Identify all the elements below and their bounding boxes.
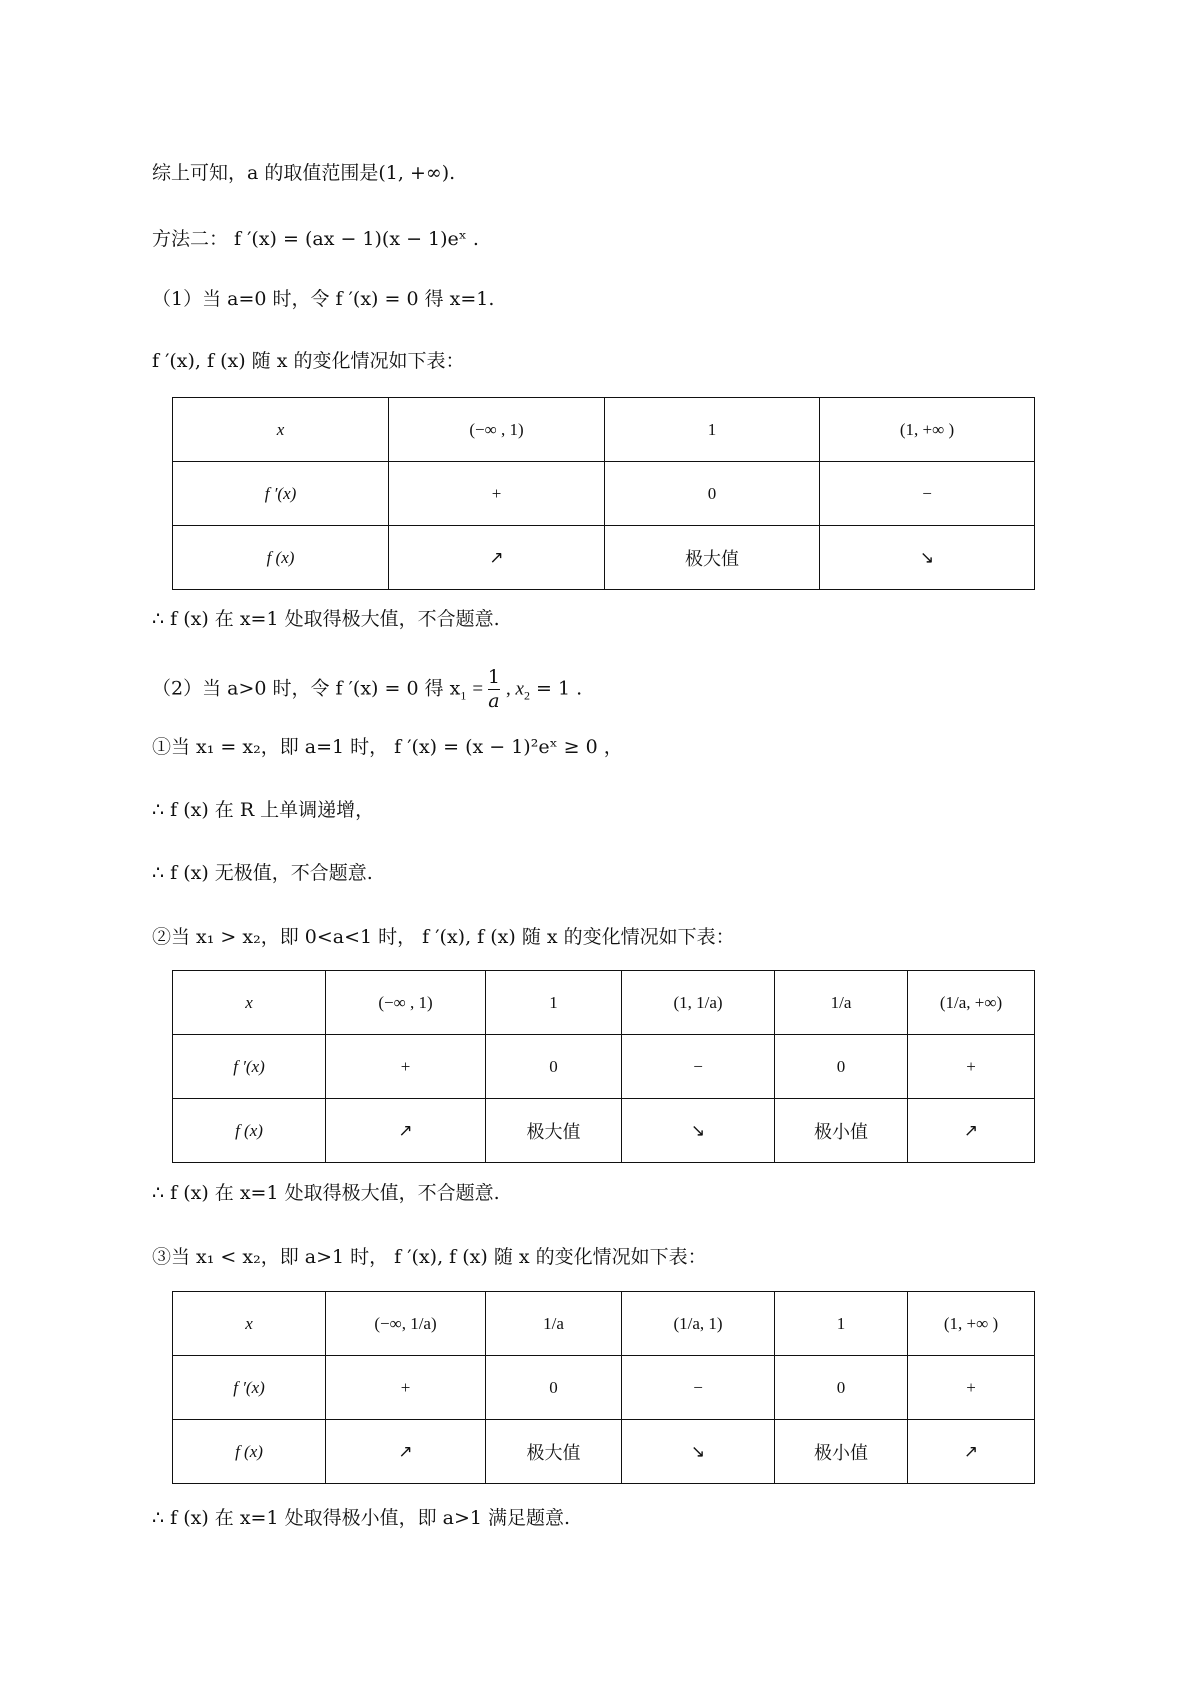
table-cell: 0 (605, 462, 820, 526)
table-cell: 极大值 (605, 526, 820, 590)
table-cell: + (326, 1356, 486, 1420)
table-cell: 1/a (486, 1292, 622, 1356)
table-cell: ↗ (908, 1099, 1035, 1163)
table-row (173, 971, 1035, 1035)
case-1-heading: （1）当 a=0 时，令 f ′(x) = 0 得 x=1. (152, 288, 495, 310)
table-cell: f ′(x) (173, 1035, 326, 1099)
case-2-heading: （2）当 a>0 时，令 f ′(x) = 0 得 $x_1$ = $\frac{1}{a}$ , $x_2 = 1$ . (152, 666, 583, 712)
table-cell: f (x) (173, 1099, 326, 1163)
table-cell: x (173, 1292, 326, 1356)
table-cell: ↘ (820, 526, 1035, 590)
table-cell: 极大值 (486, 1099, 622, 1163)
table-cell: 1 (775, 1292, 908, 1356)
case-2-sub-1: ①当 x₁ = x₂，即 a=1 时， f ′(x) = (x − 1)²eˣ ≥ 0 ， (152, 736, 623, 758)
table-cell: (1/a, 1) (622, 1292, 775, 1356)
table-cell: 0 (775, 1356, 908, 1420)
table-cell: 0 (486, 1035, 622, 1099)
table-cell: 1 (486, 971, 622, 1035)
table-row (173, 398, 1035, 462)
case-2-sub-3-heading: ③当 x₁ < x₂，即 a>1 时， f ′(x), f (x) 随 x 的变化情况如下表： (152, 1246, 707, 1268)
table-cell: − (820, 462, 1035, 526)
table-row (173, 526, 1035, 590)
table-cell: 1 (605, 398, 820, 462)
table-1 (172, 397, 1035, 590)
table-cell: ↗ (908, 1420, 1035, 1484)
table-cell: ↗ (326, 1099, 486, 1163)
table-cell: − (622, 1035, 775, 1099)
table-cell: (1, +∞ ) (908, 1292, 1035, 1356)
table-cell: f (x) (173, 1420, 326, 1484)
table-cell: (−∞, 1/a) (326, 1292, 486, 1356)
table-cell: (−∞ , 1) (389, 398, 605, 462)
case-2-sub-2-conclusion: ∴ f (x) 在 x=1 处取得极大值，不合题意. (152, 1182, 500, 1204)
table-cell: 极大值 (486, 1420, 622, 1484)
table-row (173, 1356, 1035, 1420)
table-cell: 极小值 (775, 1099, 908, 1163)
table-row (173, 1035, 1035, 1099)
table-cell: ↘ (622, 1420, 775, 1484)
table-cell: ↗ (389, 526, 605, 590)
table-cell: + (389, 462, 605, 526)
case-2-sub-3-conclusion: ∴ f (x) 在 x=1 处取得极小值，即 a>1 满足题意. (152, 1507, 571, 1529)
table-cell: f ′(x) (173, 1356, 326, 1420)
table-cell: 极小值 (775, 1420, 908, 1484)
table-cell: − (622, 1356, 775, 1420)
table-row (173, 1420, 1035, 1484)
table-cell: (1/a, +∞) (908, 971, 1035, 1035)
case-1-conclusion: ∴ f (x) 在 x=1 处取得极大值，不合题意. (152, 608, 500, 630)
table-1-caption: f ′(x), f (x) 随 x 的变化情况如下表： (152, 350, 465, 372)
table-cell: + (908, 1356, 1035, 1420)
table-cell: (1, +∞ ) (820, 398, 1035, 462)
table-cell: ↗ (326, 1420, 486, 1484)
case-2-sub-2-heading: ②当 x₁ > x₂，即 0<a<1 时， f ′(x), f (x) 随 x 的变化情况如下表： (152, 926, 735, 948)
table-cell: (−∞ , 1) (326, 971, 486, 1035)
conclusion-range: 综上可知，a 的取值范围是(1, +∞). (152, 162, 456, 184)
table-cell: 1/a (775, 971, 908, 1035)
table-cell: 0 (486, 1356, 622, 1420)
table-cell: x (173, 398, 389, 462)
table-cell: + (326, 1035, 486, 1099)
table-row (173, 462, 1035, 526)
table-2 (172, 970, 1035, 1163)
table-cell: (1, 1/a) (622, 971, 775, 1035)
case-2-sub-1-monotone: ∴ f (x) 在 R 上单调递增， (152, 799, 375, 821)
table-row (173, 1099, 1035, 1163)
table-cell: f ′(x) (173, 462, 389, 526)
case-2-sub-1-conclusion: ∴ f (x) 无极值，不合题意. (152, 862, 373, 884)
table-cell: x (173, 971, 326, 1035)
method-two-derivative: 方法二： f ′(x) = (ax − 1)(x − 1)eˣ . (152, 228, 479, 250)
table-cell: + (908, 1035, 1035, 1099)
table-3 (172, 1291, 1035, 1484)
table-cell: f (x) (173, 526, 389, 590)
table-row (173, 1292, 1035, 1356)
table-cell: 0 (775, 1035, 908, 1099)
table-cell: ↘ (622, 1099, 775, 1163)
